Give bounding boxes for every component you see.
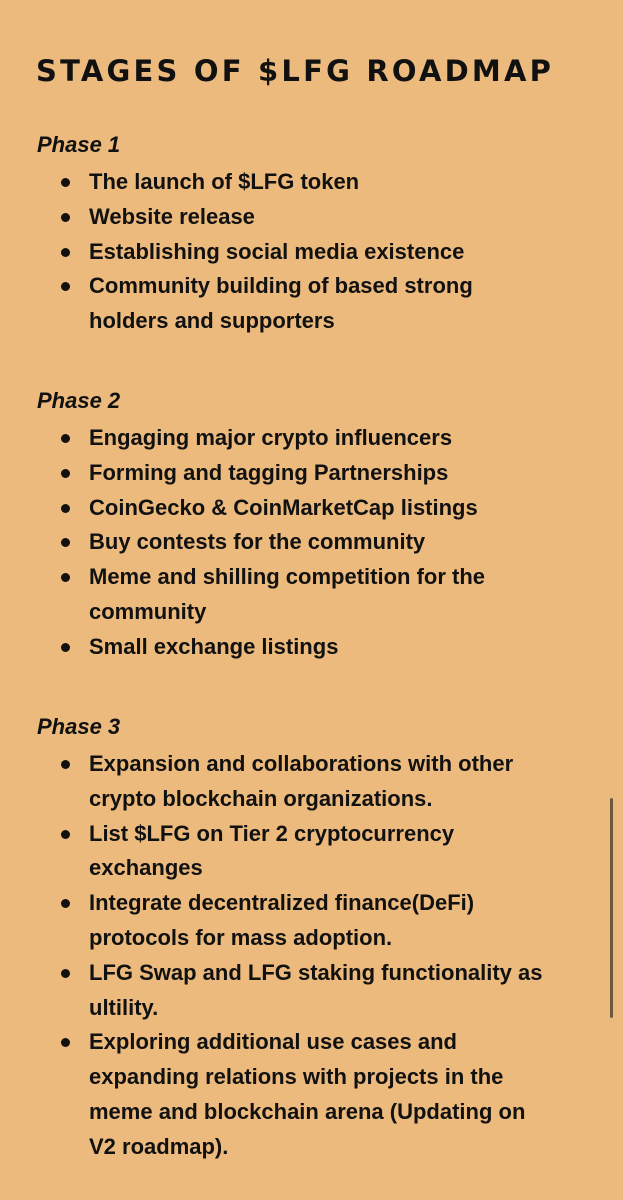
phase-3-list bbox=[0, 747, 600, 1165]
list-item-text: Small exchange listings bbox=[89, 633, 339, 659]
list-item bbox=[0, 491, 600, 526]
list-item bbox=[0, 1025, 600, 1164]
list-item-text: LFG Swap and LFG staking functionality as ultility. bbox=[89, 959, 543, 1020]
bullet-icon bbox=[61, 760, 70, 769]
bullet-icon bbox=[61, 643, 70, 652]
bullet-icon bbox=[61, 469, 70, 478]
list-item bbox=[0, 747, 600, 817]
list-item bbox=[0, 956, 600, 1026]
list-item-text: Meme and shilling competition for the community bbox=[89, 564, 486, 624]
phase-1-list bbox=[0, 165, 600, 339]
bullet-icon bbox=[61, 573, 70, 582]
list-item-text: CoinGecko & CoinMarketCap listings bbox=[89, 494, 478, 520]
scrollbar-thumb[interactable] bbox=[610, 798, 613, 1018]
bullet-icon bbox=[61, 830, 70, 839]
list-item-text: Buy contests for the community bbox=[89, 529, 426, 555]
list-item-text: The launch of $LFG token bbox=[89, 169, 360, 194]
list-item bbox=[0, 886, 600, 956]
phase-2-list bbox=[0, 421, 600, 665]
phase-3-section bbox=[0, 712, 600, 1165]
bullet-icon bbox=[61, 899, 70, 908]
bullet-icon bbox=[61, 282, 70, 291]
bullet-icon bbox=[61, 1038, 70, 1047]
bullet-icon bbox=[61, 538, 70, 547]
list-item-text: Engaging major crypto influencers bbox=[89, 425, 453, 450]
list-item bbox=[0, 165, 600, 200]
list-item bbox=[0, 525, 600, 560]
phase-1-section bbox=[0, 130, 600, 339]
list-item-text: List $LFG on Tier 2 cryptocurrency exchanges bbox=[89, 820, 455, 881]
list-item-text: Expansion and collaborations with other crypto blockchain organizations. bbox=[89, 751, 514, 811]
bullet-icon bbox=[61, 504, 70, 513]
phase-3-heading: Phase 3 bbox=[37, 714, 121, 739]
bullet-icon bbox=[61, 213, 70, 222]
bullet-icon bbox=[61, 434, 70, 443]
list-item-text: Forming and tagging Partnerships bbox=[89, 459, 449, 485]
list-item bbox=[0, 560, 600, 630]
list-item bbox=[0, 421, 600, 456]
bullet-icon bbox=[61, 178, 70, 187]
list-item bbox=[0, 456, 600, 491]
list-item-text: Community building of based strong holders and supporters bbox=[89, 273, 473, 334]
bullet-icon bbox=[61, 248, 70, 257]
phase-2-section bbox=[0, 386, 600, 665]
list-item bbox=[0, 269, 600, 339]
phase-2-heading: Phase 2 bbox=[37, 388, 121, 413]
phase-1-heading: Phase 1 bbox=[37, 132, 121, 157]
list-item bbox=[0, 235, 600, 270]
list-item bbox=[0, 817, 600, 887]
list-item-text: Website release bbox=[89, 203, 255, 229]
list-item-text: Establishing social media existence bbox=[89, 238, 465, 264]
page-title: STAGES OF $LFG ROADMAP bbox=[36, 54, 555, 88]
list-item bbox=[0, 200, 600, 235]
list-item-text: Exploring additional use cases and expanding relations with projects in the meme and blockchain arena (Updating on V2 roadmap). bbox=[89, 1029, 526, 1159]
list-item bbox=[0, 630, 600, 665]
list-item-text: Integrate decentralized finance(DeFi) protocols for mass adoption. bbox=[89, 890, 475, 950]
bullet-icon bbox=[61, 969, 70, 978]
